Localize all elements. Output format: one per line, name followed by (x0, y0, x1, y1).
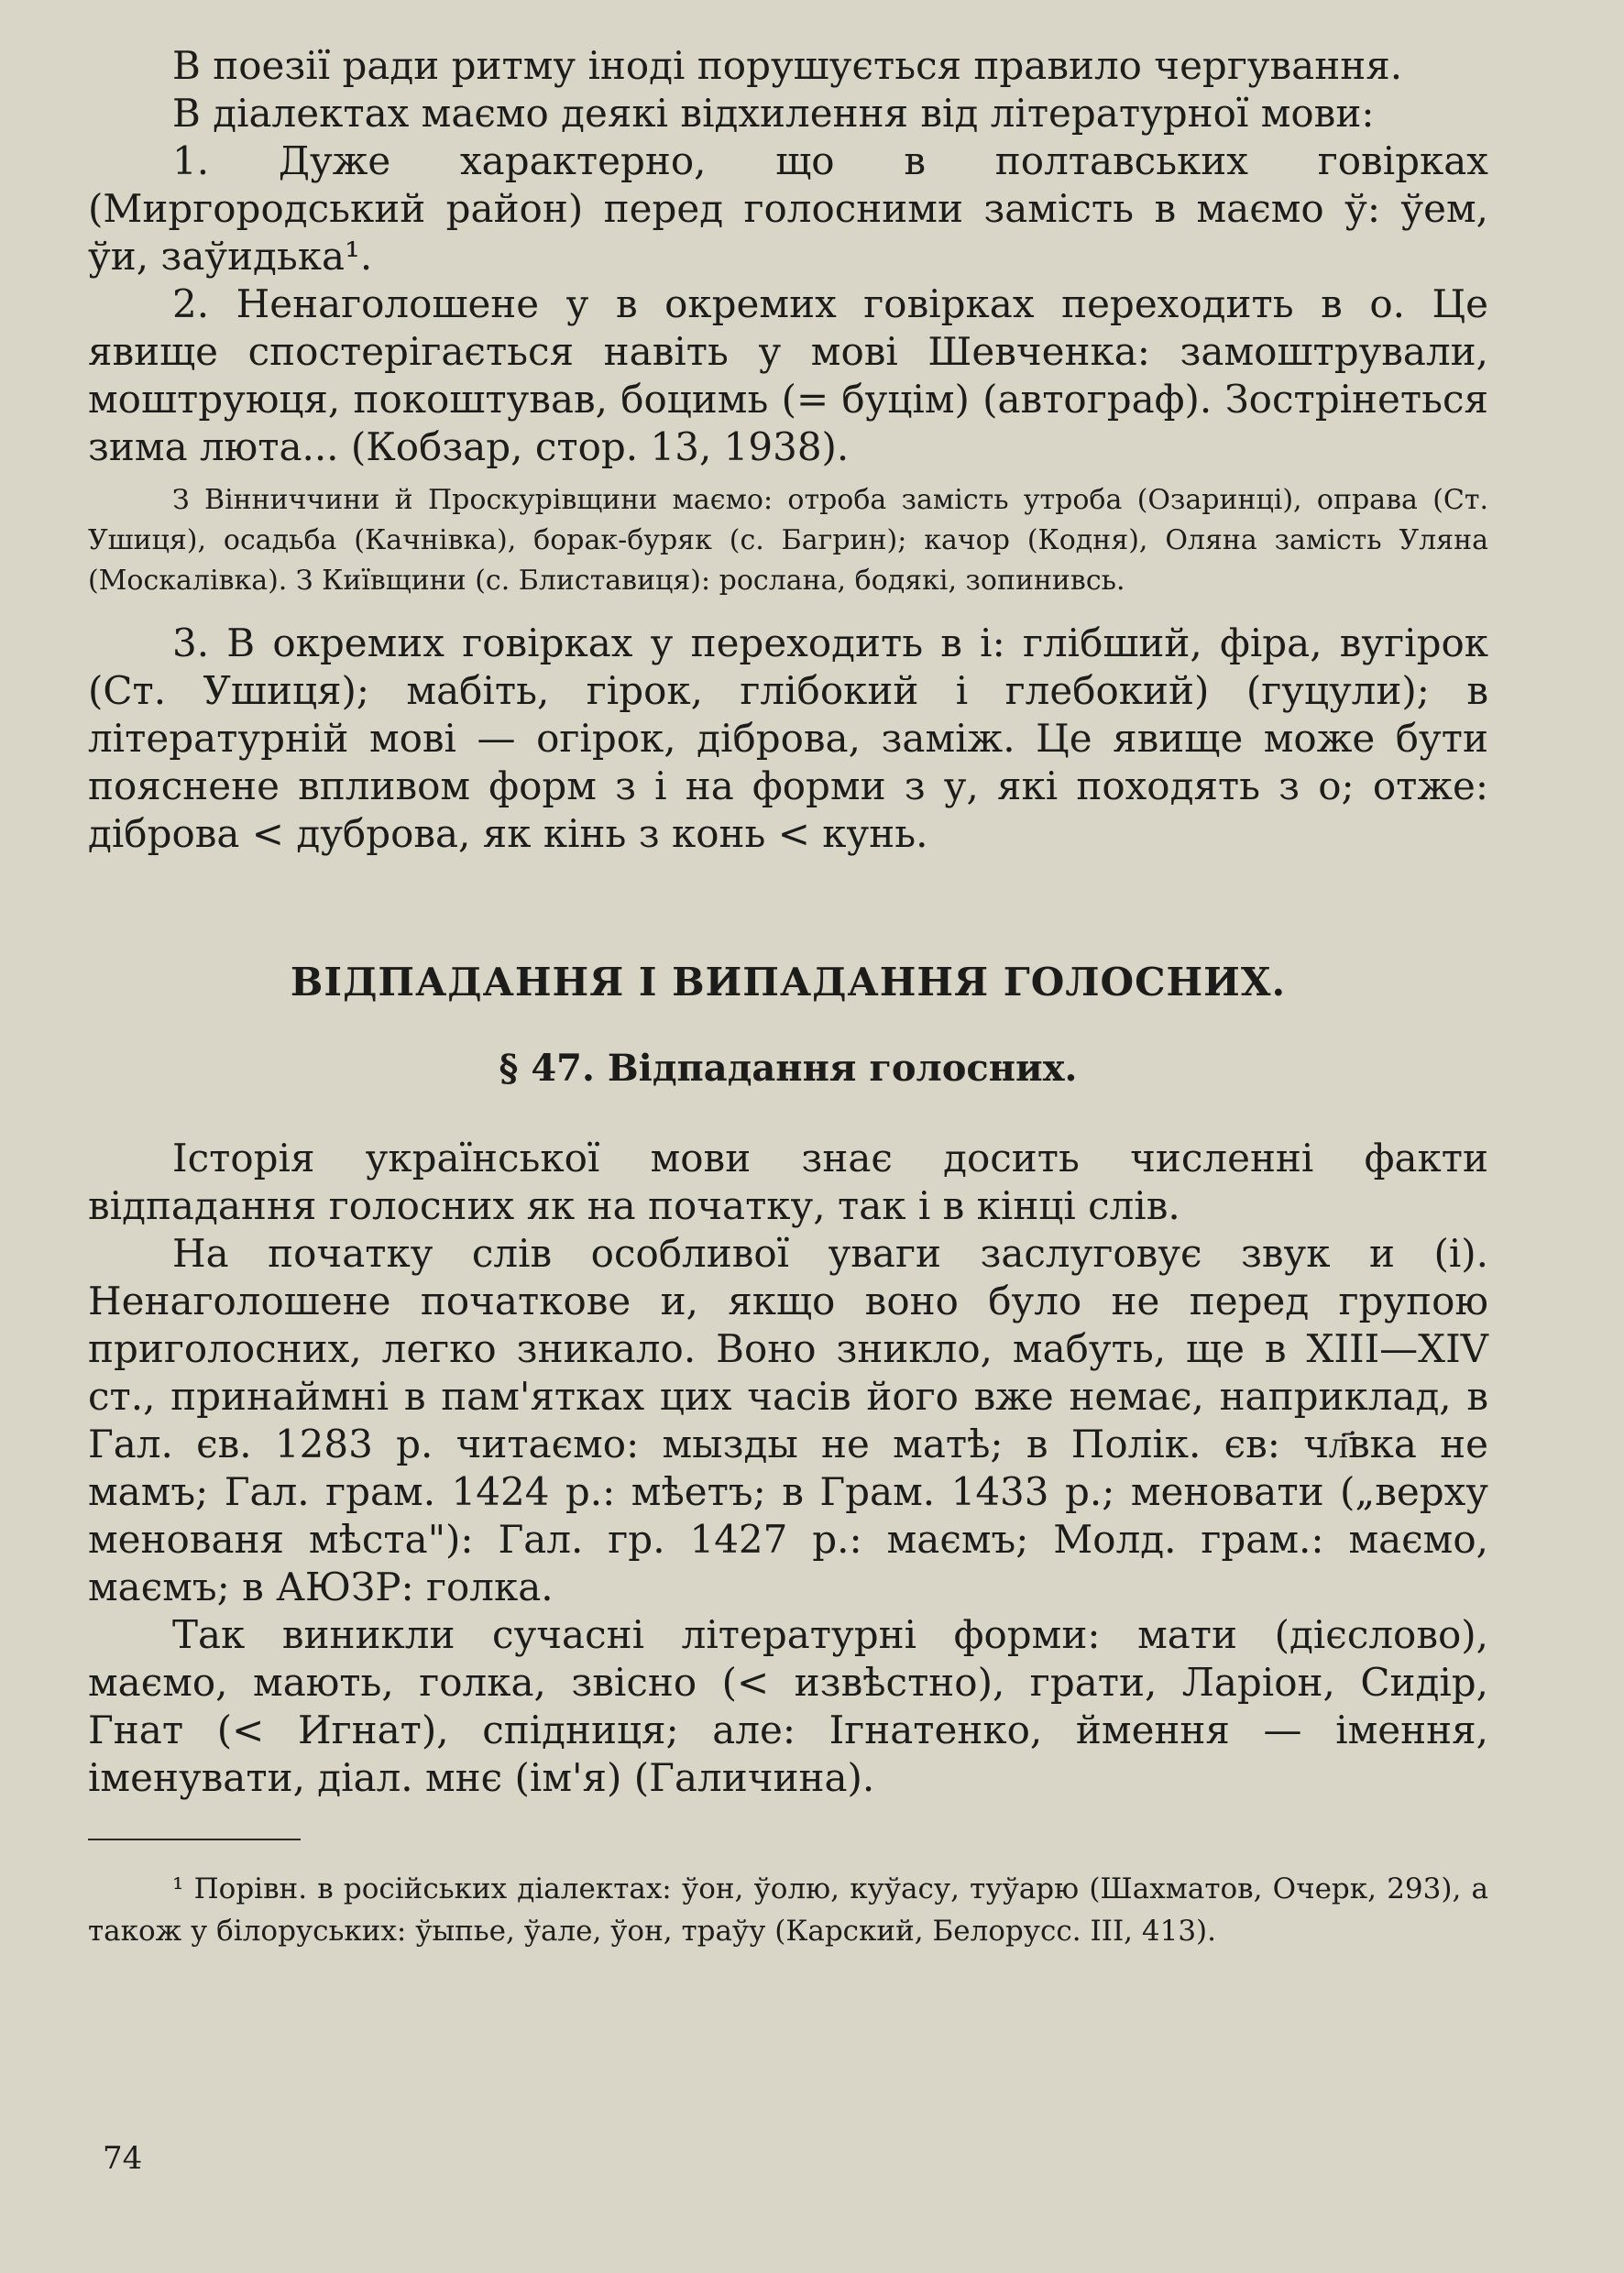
paragraph-small-print-examples: З Вінниччини й Проскурівщини маємо: отроба замість утроба (Озаринці), оправа (Ст. Ушиця), осадьба (Качнівка), борак-буряк (с. Багрин); качор (Кодня), Оляна замість Уляна (Москалівка). З Київщини (с. Блиставиця): рослана, бодякі, зопинивсь. (88, 484, 1488, 597)
paragraph-initial-vowel: На початку слів особливої уваги заслуговує звук и (і). Ненаголошене початкове и, якщо воно було не перед групою приголосних, легко зникало. Воно зникло, мабуть, ще в XIII—XIV ст., принаймні в пам'ятках цих часів його вже немає, наприклад, в Гал. єв. 1283 р. читаємо: мызды не матѣ; в Полік. єв: чл҃вка не мамъ; Гал. грам. 1424 р.: мѣетъ; в Грам. 1433 р.; меновати („верху менованя мѣста"): Гал. гр. 1427 р.: маємъ; Молд. грам.: маємо, маємъ; в АЮЗР: голка. (88, 1231, 1488, 1609)
paragraph-modern-forms: Так виникли сучасні літературні форми: мати (дієслово), маємо, мають, голка, звісно (< извѣстно), грати, Ларіон, Сидір, Гнат (< Игнат), спідниця; але: Ігнатенко, ймення — імення, іменувати, діал. мнє (ім'я) (Галичина). (88, 1612, 1488, 1800)
section-heading: ВІДПАДАННЯ І ВИПАДАННЯ ГОЛОСНИХ. (290, 960, 1287, 1005)
paragraph-poetry-rhythm: В поезії ради ритму іноді порушується правило чергування. (172, 43, 1403, 88)
paragraph-point-3: 3. В окремих говірках у переходить в і: глібший, фіра, вугірок (Ст. Ушиця); мабіть, гірок, глібокий і глебокий) (гуцули); в літературній мові — огірок, діброва, заміж. Це явище може бути пояснене впливом форм з і на форми з у, які походять з о; отже: діброва < дуброва, як кінь з конь < кунь. (88, 620, 1488, 856)
footnote-divider (88, 1839, 301, 1840)
paragraph-history: Історія української мови знає досить численні факти відпадання голосних як на початку, так і в кінці слів. (88, 1136, 1488, 1228)
footnote: ¹ Порівн. в російських діалектах: ўон, ўолю, куўасу, туўарю (Шахматов, Очерк, 293), а також у білоруських: ўыпье, ўале, ўон, траўу (Карский, Белорусс. III, 413). (88, 1872, 1488, 1948)
paragraph-point-1: 1. Дуже характерно, що в полтавських говірках (Миргородський район) перед голосними замість в маємо ў: ўем, ўи, заўидька¹. (88, 138, 1488, 279)
paragraph-dialects-intro: В діалектах маємо деякі відхилення від літературної мови: (172, 91, 1375, 136)
page-number: 74 (103, 2140, 143, 2177)
paragraph-point-2: 2. Ненаголошене у в окремих говірках переходить в о. Це явище спостерігається навіть у мові Шевченка: замоштрували, моштруюця, покоштував, боцимь (= буцім) (автограф). Зострінеться зима люта... (Кобзар, стор. 13, 1938). (88, 281, 1488, 469)
subsection-heading: § 47. Відпадання голосних. (499, 1047, 1078, 1090)
